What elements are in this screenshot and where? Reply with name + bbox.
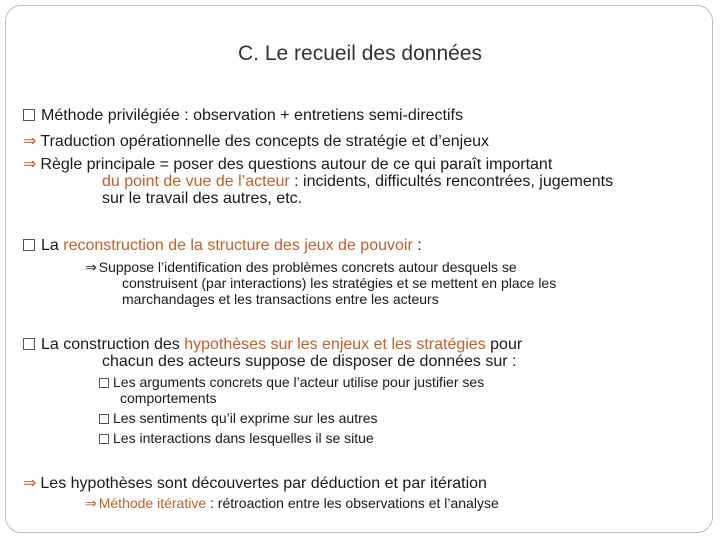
main-rule-line3: sur le travail des autres, etc. <box>102 190 303 207</box>
square-bullet-icon <box>23 239 35 251</box>
bullet-text: Méthode privilégiée : observation + entretiens semi-directifs <box>41 107 463 124</box>
square-bullet-icon <box>23 338 35 350</box>
main-rule-line2: du point de vue de l’acteur : incidents, difficultés rencontrées, jugements <box>102 173 614 190</box>
bullet-hypotheses-construction: La construction des hypothèses sur les enjeux et les stratégies pour chacun des acteurs suppose de disposer de données sur : <box>23 336 522 370</box>
slide-title: C. Le recueil des données <box>238 42 482 65</box>
sub-bullet-feelings: Les sentiments qu’il exprime sur les autres <box>99 410 378 426</box>
arrow-icon: ⇒ <box>85 495 97 511</box>
sub-item-identification: ⇒ Suppose l’identification des problèmes concrets autour desquels se construisent (par interactions) les stratégies et se mettent en place les marchandages et les transactions entre les acteurs <box>85 259 557 307</box>
sub-item-iterative-method: ⇒ Méthode itérative : rétroaction entre les observations et l’analyse <box>85 495 499 511</box>
slide-frame <box>5 5 713 533</box>
square-bullet-icon <box>99 378 109 388</box>
bullet-observation-method <box>23 107 463 124</box>
iterative-method-highlight: Méthode itérative <box>98 495 207 511</box>
square-bullet-icon <box>99 414 109 424</box>
bullet-power-structure: La reconstruction de la structure des jeux de pouvoir : <box>23 237 422 254</box>
square-bullet-icon <box>23 109 35 121</box>
hypotheses-highlight: hypothèses sur les enjeux et les stratégies <box>184 336 486 353</box>
arrow-item-main-rule <box>23 156 613 207</box>
main-rule-line1: Règle principale = poser des questions autour de ce qui paraît important <box>40 156 553 173</box>
arrow-icon: ⇒ <box>23 475 37 492</box>
arrow-icon: ⇒ <box>23 133 37 150</box>
square-bullet-icon <box>99 434 109 444</box>
arrow-icon: ⇒ <box>85 259 97 275</box>
actor-viewpoint-highlight: du point de vue de l’acteur <box>102 173 290 190</box>
sub-bullet-interactions: Les interactions dans lesquelles il se situe <box>99 430 374 446</box>
arrow-item-translation <box>23 133 489 150</box>
sub-bullet-arguments: Les arguments concrets que l’acteur utilise pour justifier ses comportements <box>99 374 484 406</box>
arrow-item-hypotheses-discovery: ⇒ Les hypothèses sont découvertes par déduction et par itération <box>23 475 487 492</box>
arrow-item-text: Traduction opérationnelle des concepts de stratégie et d’enjeux <box>40 133 489 150</box>
arrow-icon: ⇒ <box>23 156 37 173</box>
power-structure-highlight: reconstruction de la structure des jeux de pouvoir <box>63 237 413 254</box>
